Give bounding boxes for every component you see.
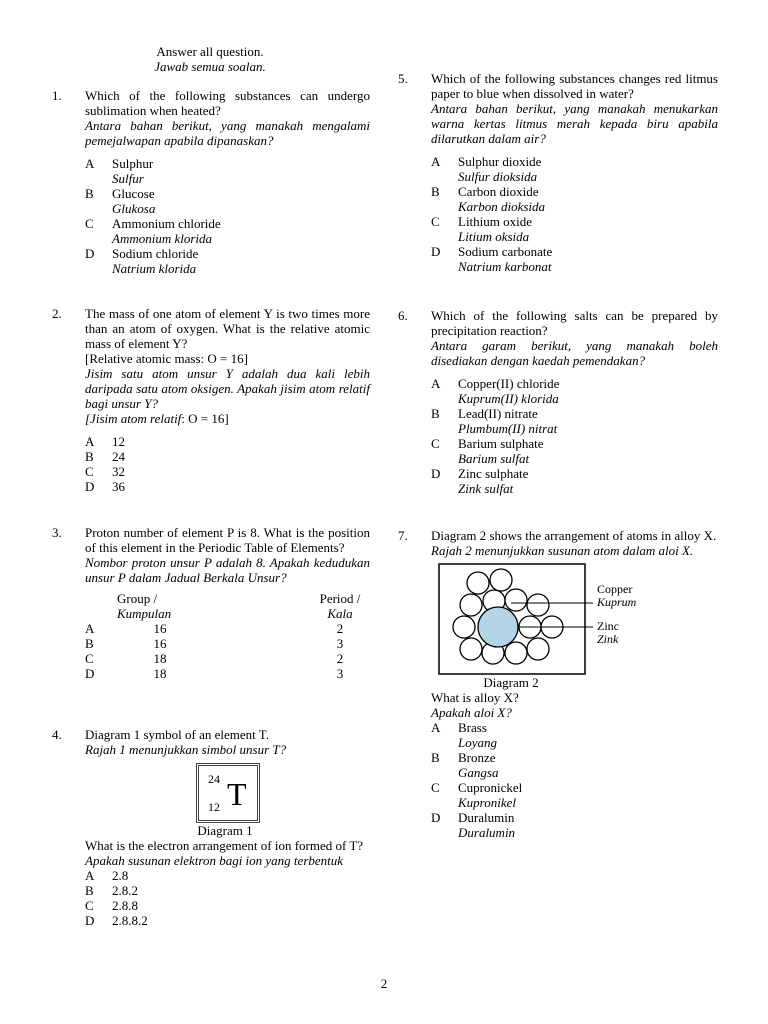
answer-rows [85,621,370,681]
question-5 [398,71,718,274]
instruction-ms: Jawab semua soalan. [154,59,266,74]
mass-number: 24 [208,772,220,786]
copper-atom [460,638,482,660]
option-a[interactable]: A Sulphur dioxide Sulfur dioksida [431,154,542,184]
question-text-ms: Antara bahan berikut, yang manakah mengalami pemejalwapan apabila dipanaskan? [85,118,370,148]
option-a[interactable]: A 2.8 [85,868,129,883]
options [85,156,370,276]
instruction-en: Answer all question. [156,44,264,59]
table-row-d[interactable]: D 18 3 [85,666,344,681]
question-number: 1. [52,88,62,103]
table-row-a[interactable]: A 16 2 [85,621,344,636]
question-text-ms: Antara garam berikut, yang manakah boleh disediakan dengan kaedah pemendakan? [431,338,718,368]
question-4 [52,727,370,928]
option-d[interactable]: D Zinc sulphate Zink sulfat [431,466,529,496]
table-row-c[interactable]: C 18 2 [85,651,344,666]
diagram-1-caption: Diagram 1 [197,823,253,838]
option-b[interactable]: B 24 [85,449,125,464]
option-d[interactable]: D Duralumin Duralumin [431,810,516,840]
question-number: 7. [398,528,408,543]
question-7 [398,528,718,840]
options [431,376,718,496]
question-text-en-2: What is alloy X? [431,690,519,705]
options [431,720,718,840]
option-a[interactable]: A Brass Loyang [431,720,497,750]
copper-atom [527,594,549,616]
instructions [150,44,270,74]
question-1 [52,88,370,276]
copper-atom [505,642,527,664]
question-text-ms: Rajah 1 menunjukkan simbol unsur T? [85,742,287,757]
option-a[interactable]: A 12 [85,434,125,449]
question-6 [398,308,718,496]
option-b[interactable]: B Glucose Glukosa [85,186,156,216]
question-number: 3. [52,525,62,540]
question-text-ms: Rajah 2 menunjukkan susunan atom dalam aloi X. [431,543,694,558]
diagram-2 [438,563,688,675]
option-c[interactable]: C Ammonium chloride Ammonium klorida [85,216,221,246]
option-b[interactable]: B Carbon dioxide Karbon dioksida [431,184,546,214]
question-3 [52,525,370,681]
zinc-label: Zinc Zink [597,619,619,646]
diagram-2-caption: Diagram 2 [483,675,539,690]
question-text-en: Which of the following substances can undergo sublimation when heated? [85,88,370,118]
column-header-period: Period / Kala [319,591,361,621]
option-c[interactable]: C Cupronickel Kupronikel [431,780,523,810]
zinc-atom [478,607,518,647]
option-a[interactable]: A Sulphur Sulfur [85,156,154,186]
column-header-group: Group / Kumpulan [117,591,172,621]
page-number: 2 [380,976,388,991]
copper-atom [460,594,482,616]
option-b[interactable]: B Lead(II) nitrate Plumbum(II) nitrat [431,406,558,436]
copper-atom [490,569,512,591]
question-note-ms: [Jisim atom relatif: O = 16] [85,411,229,426]
question-2 [52,306,370,494]
option-a[interactable]: A Copper(II) chloride Kuprum(II) klorida [431,376,560,406]
table-row-b[interactable]: B 16 3 [85,636,344,651]
copper-atom [505,589,527,611]
proton-number: 12 [208,800,220,814]
question-text-ms: Nombor proton unsur P adalah 8. Apakah kedudukan unsur P dalam Jadual Berkala Unsur? [85,555,370,585]
alloy-diagram-svg [438,563,688,675]
option-b[interactable]: B Bronze Gangsa [431,750,499,780]
option-c[interactable]: C 32 [85,464,125,479]
element-symbol: T [227,776,247,812]
question-text-en: Diagram 2 shows the arrangement of atoms in alloy X. [431,528,717,543]
question-number: 4. [52,727,62,742]
question-text-ms: Jisim satu atom unsur Y adalah dua kali lebih daripada satu atom oksigen. Apakah jisim atom relatif bagi unsur Y? [85,366,370,411]
option-b[interactable]: B 2.8.2 [85,883,138,898]
question-number: 6. [398,308,408,323]
question-text-ms-2: Apakah susunan elektron bagi ion yang terbentuk [85,853,344,868]
question-text-en: Which of the following salts can be prepared by precipitation reaction? [431,308,718,338]
question-text-en-2: What is the electron arrangement of ion formed of T? [85,838,364,853]
options [85,434,370,494]
question-number: 2. [52,306,62,321]
question-note-en: [Relative atomic mass: O = 16] [85,351,248,366]
question-text-ms: Antara bahan berikut, yang manakah menukarkan warna kertas litmus merah kepada biru apabila dilarutkan dalam air? [431,101,718,146]
question-text-en: Which of the following substances changes red litmus paper to blue when dissolved in water? [431,71,718,101]
question-text-en: Proton number of element P is 8. What is the position of this element in the Periodic Table of Elements? [85,525,370,555]
copper-label: Copper Kuprum [597,582,637,609]
options [85,868,370,928]
copper-atom [453,616,475,638]
copper-atom [527,638,549,660]
question-text-en: The mass of one atom of element Y is two times more than an atom of oxygen. What is the relative atomic mass of element Y? [85,306,370,351]
element-symbol-box [196,763,260,823]
option-c[interactable]: C Barium sulphate Barium sulfat [431,436,544,466]
option-d[interactable]: D Sodium carbonate Natrium karbonat [431,244,553,274]
question-number: 5. [398,71,408,86]
question-text-en: Diagram 1 symbol of an element T. [85,727,269,742]
options [431,154,718,274]
option-d[interactable]: D 2.8.8.2 [85,913,148,928]
answer-table [85,591,370,621]
option-c[interactable]: C Lithium oxide Litium oksida [431,214,533,244]
option-c[interactable]: C 2.8.8 [85,898,138,913]
copper-atom [467,572,489,594]
question-text-ms-2: Apakah aloi X? [431,705,512,720]
option-d[interactable]: D 36 [85,479,125,494]
option-d[interactable]: D Sodium chloride Natrium klorida [85,246,199,276]
